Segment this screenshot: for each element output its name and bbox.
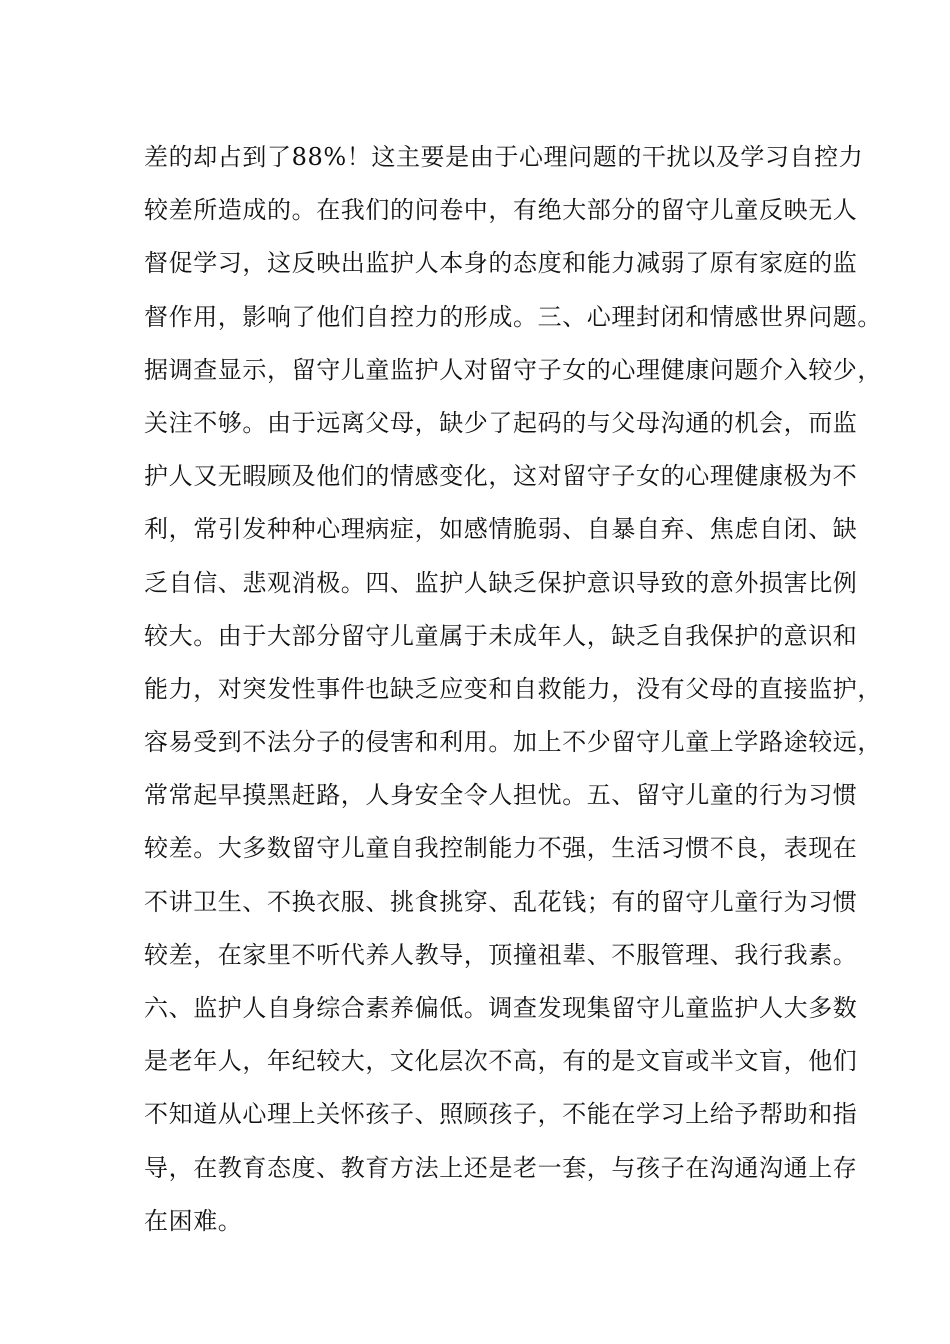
text-line: 据调查显示，留守儿童监护人对留守子女的心理健康问题介入较少， [144,355,882,384]
text-line: 较大。由于大部分留守儿童属于未成年人，缺乏自我保护的意识和 [144,621,858,650]
text-line: 在困难。 [144,1206,243,1235]
text-line: 护人又无暇顾及他们的情感变化，这对留守子女的心理健康极为不 [144,462,858,491]
text-line: 较差。大多数留守儿童自我控制能力不强，生活习惯不良，表现在 [144,834,858,863]
text-line: 不讲卫生、不换衣服、挑食挑穿、乱花钱；有的留守儿童行为习惯 [144,887,858,916]
text-line: 督促学习，这反映出监护人本身的态度和能力减弱了原有家庭的监 [144,249,858,278]
text-line: 利，常引发种种心理病症，如感情脆弱、自暴自弃、焦虑自闭、缺 [144,515,858,544]
text-line: 较差所造成的。在我们的问卷中，有绝大部分的留守儿童反映无人 [144,196,858,225]
text-line: 常常起早摸黑赶路，人身安全令人担忧。五、留守儿童的行为习惯 [144,781,858,810]
body-text [144,131,882,1248]
text-line: 不知道从心理上关怀孩子、照顾孩子，不能在学习上给予帮助和指 [144,1100,858,1129]
text-line: 差的却占到了88%！这主要是由于心理问题的干扰以及学习自控力 [144,143,864,171]
text-line: 关注不够。由于远离父母，缺少了起码的与父母沟通的机会，而监 [144,408,858,437]
text-line: 能力，对突发性事件也缺乏应变和自救能力，没有父母的直接监护， [144,674,882,703]
text-line: 六、监护人自身综合素养偏低。调查发现集留守儿童监护人大多数 [144,994,858,1022]
text-line: 较差，在家里不听代养人教导，顶撞祖辈、不服管理、我行我素。 [144,940,858,969]
text-line: 乏自信、悲观消极。四、监护人缺乏保护意识导致的意外损害比例 [144,568,858,597]
text-line: 导，在教育态度、教育方法上还是老一套，与孩子在沟通沟通上存 [144,1153,858,1182]
text-line: 督作用，影响了他们自控力的形成。三、心理封闭和情感世界问题。 [144,302,882,331]
text-line: 容易受到不法分子的侵害和利用。加上不少留守儿童上学路途较远， [144,728,882,757]
text-line: 是老年人，年纪较大，文化层次不高，有的是文盲或半文盲，他们 [144,1047,858,1076]
